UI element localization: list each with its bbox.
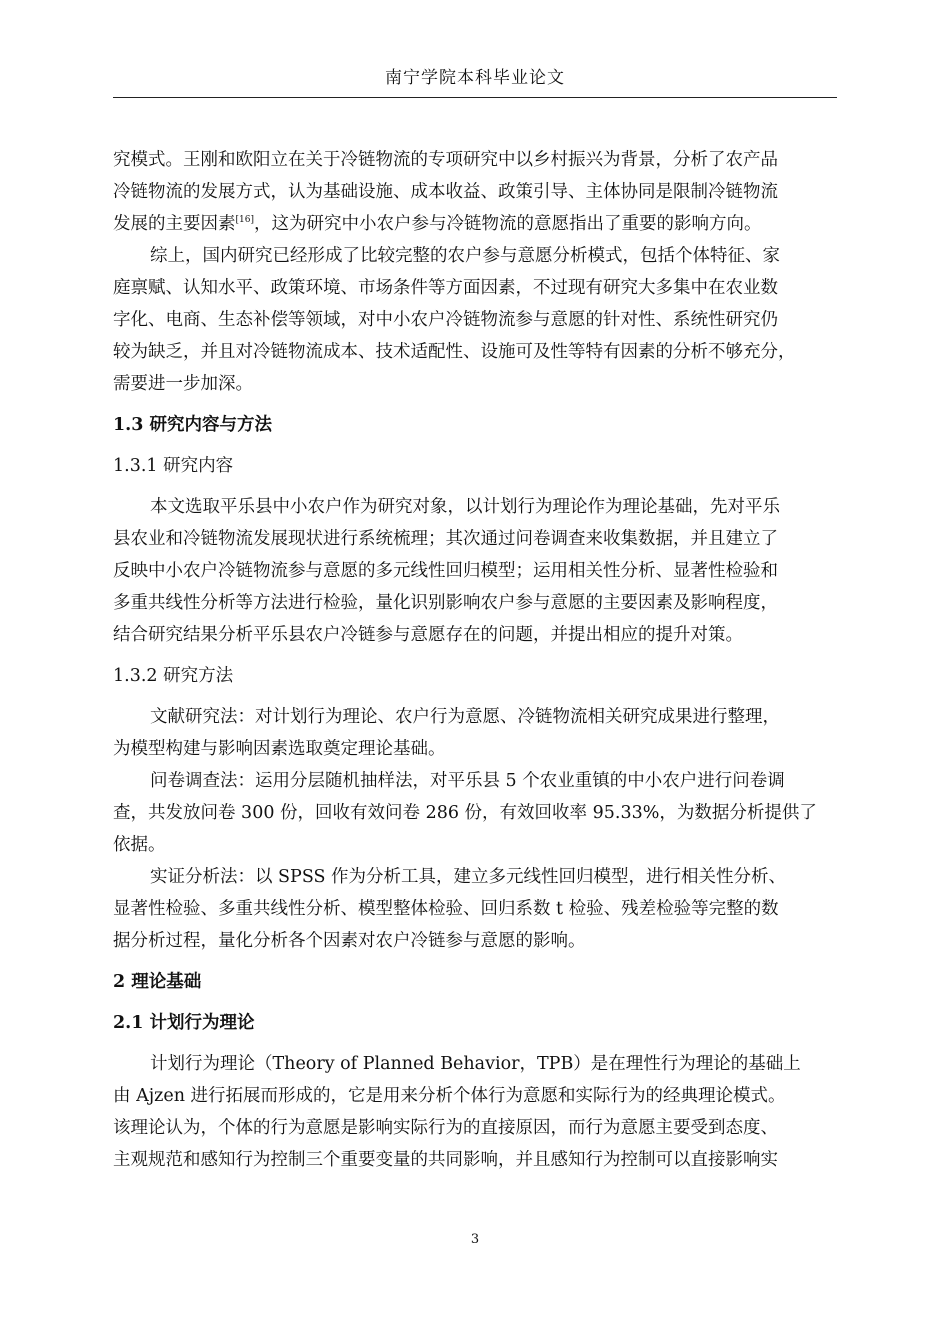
text-line: 为模型构建与影响因素选取奠定理论基础。 [113, 739, 446, 759]
text-line: 该理论认为，个体的行为意愿是影响实际行为的直接原因，而行为意愿主要受到态度、 [113, 1118, 778, 1138]
section-heading-2-1: 2.1 计划行为理论 [113, 1013, 255, 1033]
page-number: 3 [470, 1232, 480, 1247]
text-line: 究模式。王刚和欧阳立在关于冷链物流的专项研究中以乡村振兴为背景，分析了农产品 [113, 150, 778, 170]
text-line: 文献研究法：对计划行为理论、农户行为意愿、冷链物流相关研究成果进行整理， [150, 707, 780, 727]
chapter-heading-2: 2 理论基础 [113, 972, 202, 992]
text-line: 冷链物流的发展方式，认为基础设施、成本收益、政策引导、主体协同是限制冷链物流 [113, 182, 778, 202]
paragraph-research-content [113, 491, 837, 651]
subsection-heading-1-3-1: 1.3.1 研究内容 [113, 456, 234, 476]
section-heading-1-3: 1.3 研究内容与方法 [113, 415, 273, 435]
text-line: 本文选取平乐县中小农户作为研究对象，以计划行为理论作为理论基础，先对平乐 [150, 497, 780, 517]
text-line: 显著性检验、多重共线性分析、模型整体检验、回归系数 t 检验、残差检验等完整的数 [113, 899, 779, 919]
citation-ref: [16] [235, 215, 254, 226]
text-line: 综上，国内研究已经形成了比较完整的农户参与意愿分析模式，包括个体特征、家 [150, 246, 780, 266]
text-line: 需要进一步加深。 [113, 374, 253, 394]
header-rule [113, 97, 837, 98]
text-span: ，这为研究中小农户参与冷链物流的意愿指出了重要的影响方向。 [253, 214, 762, 234]
paragraph-summary [113, 240, 837, 400]
text-line: 庭禀赋、认知水平、政策环境、市场条件等方面因素，不过现有研究大多集中在农业数 [113, 278, 778, 298]
text-line: 问卷调查法：运用分层随机抽样法，对平乐县 5 个农业重镇的中小农户进行问卷调 [150, 771, 785, 791]
text-line: 由 Ajzen 进行拓展而形成的，它是用来分析个体行为意愿和实际行为的经典理论模式。 [113, 1086, 786, 1106]
paragraph-tpb [113, 1048, 837, 1176]
text-line: 查，共发放问卷 300 份，回收有效问卷 286 份，有效回收率 95.33%，为数据分析提供了 [113, 803, 817, 823]
text-line: 多重共线性分析等方法进行检验，量化识别影响农户参与意愿的主要因素及影响程度， [113, 593, 778, 613]
text-line: 依据。 [113, 835, 166, 855]
text-line: 县农业和冷链物流发展现状进行系统梳理；其次通过问卷调查来收集数据，并且建立了 [113, 529, 778, 549]
text-line: 据分析过程，量化分析各个因素对农户冷链参与意愿的影响。 [113, 931, 586, 951]
text-line: 计划行为理论（Theory of Planned Behavior，TPB）是在理性行为理论的基础上 [150, 1054, 801, 1074]
text-line [113, 208, 837, 240]
text-line: 字化、电商、生态补偿等领域，对中小农户冷链物流参与意愿的针对性、系统性研究仍 [113, 310, 778, 330]
paragraph-literature-method [113, 701, 837, 765]
running-header: 南宁学院本科毕业论文 [385, 68, 565, 88]
text-span: 发展的主要因素 [113, 214, 236, 234]
text-line: 实证分析法：以 SPSS 作为分析工具，建立多元线性回归模型，进行相关性分析、 [150, 867, 787, 887]
paragraph-empirical-method [113, 861, 837, 957]
paragraph-continued [113, 144, 837, 240]
text-line: 较为缺乏，并且对冷链物流成本、技术适配性、设施可及性等特有因素的分析不够充分， [113, 342, 796, 362]
subsection-heading-1-3-2: 1.3.2 研究方法 [113, 666, 234, 686]
text-line: 主观规范和感知行为控制三个重要变量的共同影响，并且感知行为控制可以直接影响实 [113, 1150, 778, 1170]
paragraph-survey-method [113, 765, 837, 861]
text-line: 结合研究结果分析平乐县农户冷链参与意愿存在的问题，并提出相应的提升对策。 [113, 625, 743, 645]
page-body [113, 144, 837, 1176]
text-line: 反映中小农户冷链物流参与意愿的多元线性回归模型；运用相关性分析、显著性检验和 [113, 561, 778, 581]
